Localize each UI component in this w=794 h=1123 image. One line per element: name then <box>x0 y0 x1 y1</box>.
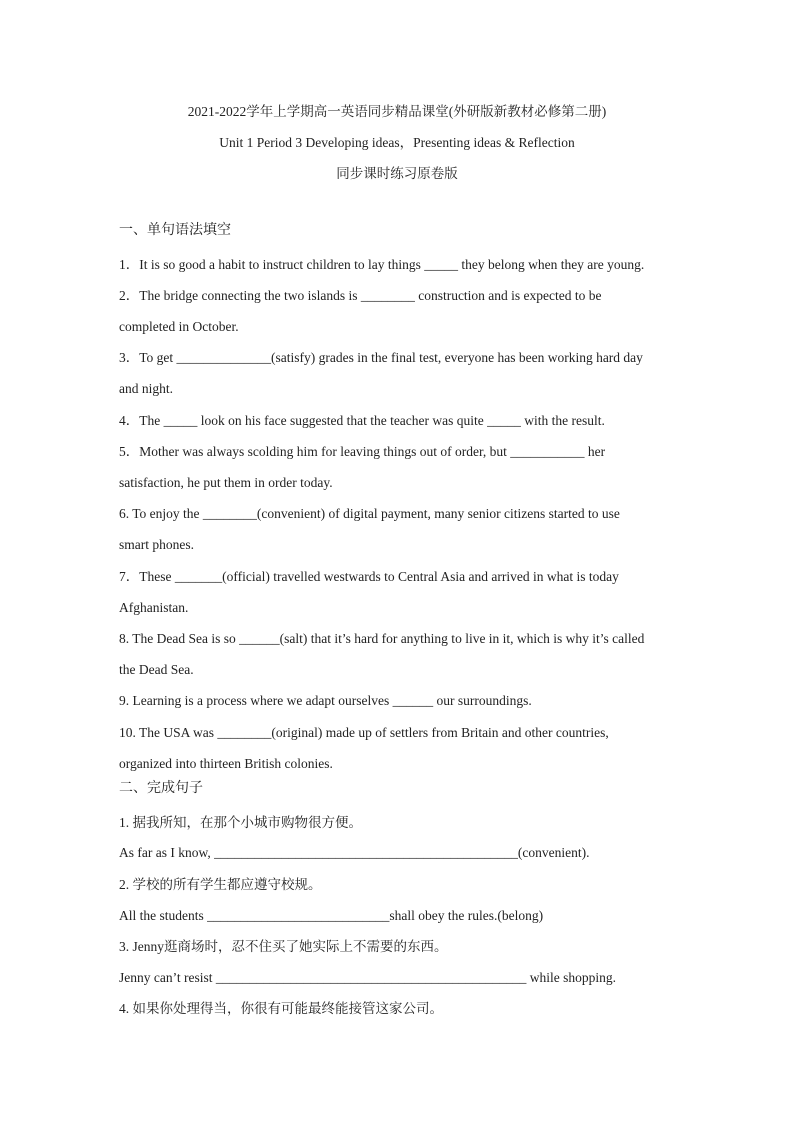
question-line: 5．Mother was always scolding him for leaving things out of order, but ___________ her <box>119 444 606 459</box>
question-line: Afghanistan. <box>119 600 189 615</box>
question-line: Jenny can’t resist ______________________________________________ while shopping. <box>119 970 616 985</box>
question-line: All the students ___________________________shall obey the rules.(belong) <box>119 908 544 923</box>
question-line: 8. The Dead Sea is so ______(salt) that it’s hard for anything to live in it, which is why it’s called <box>119 631 645 646</box>
question-line: 4．The _____ look on his face suggested that the teacher was quite _____ with the result. <box>119 413 605 428</box>
question-line: organized into thirteen British colonies. <box>119 756 333 771</box>
question-line: the Dead Sea. <box>119 662 194 677</box>
question-line: 3. Jenny逛商场时，忍不住买了她实际上不需要的东西。 <box>119 939 448 954</box>
question-line: 9. Learning is a process where we adapt ourselves ______ our surroundings. <box>119 693 532 708</box>
question-line: 7．These _______(official) travelled westwards to Central Asia and arrived in what is today <box>119 569 619 584</box>
section-1-title: 一、单句语法填空 <box>119 223 231 238</box>
document-subtitle: Unit 1 Period 3 Developing ideas，Presenting ideas & Reflection <box>219 135 575 150</box>
question-line: 3．To get ______________(satisfy) grades in the final test, everyone has been working hard day <box>119 350 643 365</box>
question-line: 4. 如果你处理得当，你很有可能最终能接管这家公司。 <box>119 1001 443 1016</box>
question-line: smart phones. <box>119 537 194 552</box>
question-line: 2. 学校的所有学生都应遵守校规。 <box>119 877 322 892</box>
section-2-title: 二、完成句子 <box>119 781 203 796</box>
document-title: 2021-2022学年上学期高一英语同步精品课堂(外研版新教材必修第二册) <box>187 104 607 119</box>
question-line: As far as I know, _____________________________________________(convenient). <box>119 845 590 860</box>
question-line: 2．The bridge connecting the two islands is ________ construction and is expected to be <box>119 288 602 303</box>
document-edition: 同步课时练习原卷版 <box>336 166 458 181</box>
question-line: satisfaction, he put them in order today. <box>119 475 333 490</box>
question-line: 10. The USA was ________(original) made up of settlers from Britain and other countries, <box>119 725 609 740</box>
question-line: 1. 据我所知，在那个小城市购物很方便。 <box>119 815 362 830</box>
question-line: 1．It is so good a habit to instruct children to lay things _____ they belong when they are young. <box>119 257 645 272</box>
question-line: 6. To enjoy the ________(convenient) of digital payment, many senior citizens started to use <box>119 506 620 521</box>
question-line: completed in October. <box>119 319 239 334</box>
question-line: and night. <box>119 381 173 396</box>
